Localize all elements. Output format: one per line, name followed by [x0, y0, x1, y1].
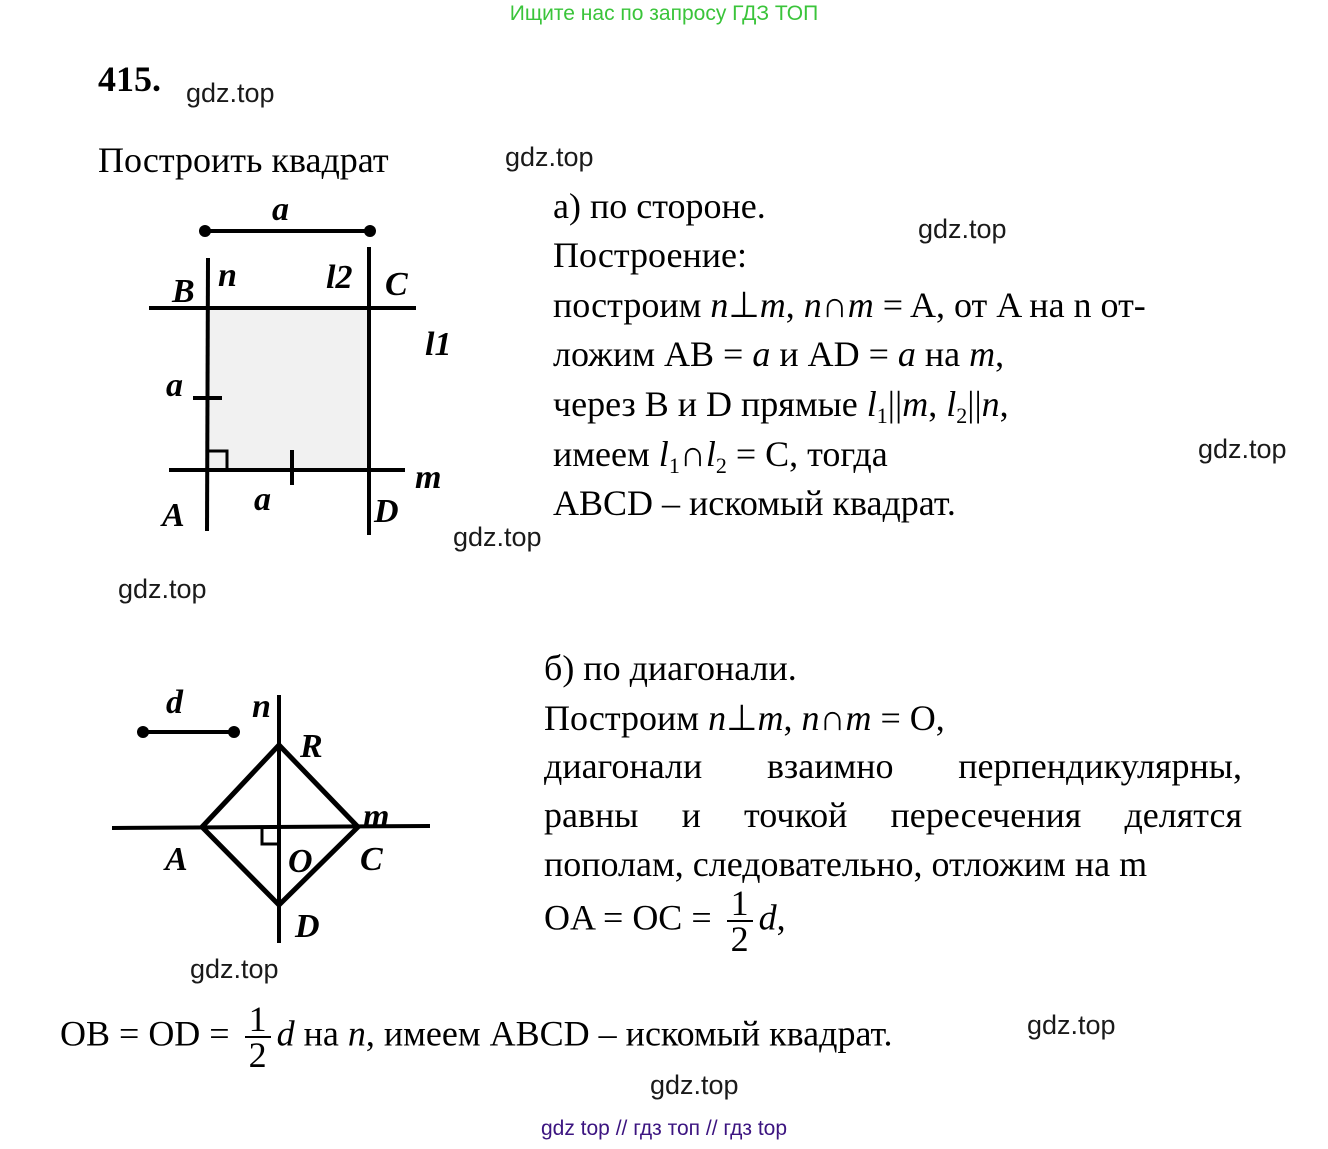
watermark: gdz.top — [650, 1070, 739, 1100]
text-segment: Построим — [544, 698, 709, 738]
label-D: D — [374, 493, 399, 530]
math-variable: l — [946, 384, 957, 424]
label-C: C — [385, 266, 408, 303]
problem-title: Построить квадрат — [98, 140, 389, 180]
math-variable: m — [847, 285, 874, 325]
text-segment: = O, — [871, 698, 945, 738]
math-variable: m — [759, 285, 786, 325]
text-segment: || — [887, 384, 903, 424]
text-segment: , имеем ABCD – искомый квадрат. — [365, 1013, 893, 1054]
watermark: gdz.top — [918, 214, 1007, 244]
text-segment: на — [915, 334, 970, 374]
label-B: R — [300, 728, 323, 765]
text-segment: б) по диагонали. — [544, 648, 797, 688]
label-A: A — [162, 497, 185, 534]
line-n — [207, 258, 208, 531]
text-segment: OA = OC = — [544, 897, 721, 938]
watermark: gdz.top — [505, 142, 594, 172]
denominator: 2 — [730, 919, 749, 959]
math-variable: l — [705, 434, 716, 474]
math-variable: m — [902, 384, 929, 424]
text-segment: построим — [553, 285, 711, 325]
watermark: gdz.top — [1198, 434, 1287, 464]
math-variable: n — [981, 384, 1000, 424]
math-variable: l — [866, 384, 877, 424]
point — [137, 726, 149, 738]
label-n: n — [218, 257, 237, 294]
text-segment: через B и D прямые — [553, 384, 867, 424]
math-variable: m — [969, 334, 996, 374]
text-segment: пополам, следовательно, отложим на m — [544, 844, 1148, 884]
math-variable: n — [710, 285, 729, 325]
label-m: m — [363, 798, 390, 835]
math-variable: l — [658, 434, 669, 474]
text-segment: , — [999, 384, 1009, 424]
point — [228, 726, 240, 738]
text-segment: ∩ — [821, 285, 848, 325]
text-segment: ∩ — [819, 698, 846, 738]
text-segment: = C, тогда — [726, 434, 888, 474]
text-segment: , — [928, 384, 947, 424]
label-a: a — [272, 191, 289, 228]
math-variable: m — [845, 698, 872, 738]
text-segment: ∩ — [679, 434, 706, 474]
search-banner[interactable]: Ищите нас по запросу ГДЗ ТОП — [509, 2, 819, 25]
label-a-left: a — [166, 367, 183, 404]
math-variable: d — [276, 1013, 295, 1054]
label-D: D — [295, 908, 320, 945]
footer-links[interactable]: gdz top // гдз топ // гдз top — [540, 1117, 788, 1140]
label-A: A — [165, 841, 188, 878]
watermark: gdz.top — [118, 574, 207, 604]
problem-number: 415. — [98, 59, 161, 99]
label-n: n — [252, 688, 271, 725]
text-segment: и AD = — [770, 334, 898, 374]
text-segment: = A, от A на n от- — [873, 285, 1146, 325]
text-segment: ⊥ — [728, 285, 760, 325]
label-m: m — [415, 459, 442, 496]
subscript: 2 — [715, 453, 727, 478]
math-variable: n — [708, 698, 727, 738]
math-variable: a — [897, 334, 916, 374]
math-variable: m — [757, 698, 784, 738]
text-segment: OB = OD = — [60, 1013, 239, 1054]
text-segment: равны и точкой пересечения делятся — [544, 795, 1242, 835]
text-segment: ABCD – искомый квадрат. — [553, 483, 956, 523]
label-d: d — [166, 684, 183, 721]
label-C: C — [360, 841, 383, 878]
text-segment: ложим AB = — [553, 334, 753, 374]
watermark: gdz.top — [1027, 1010, 1116, 1040]
right-angle-mark — [262, 827, 279, 844]
watermark: gdz.top — [190, 954, 279, 984]
text-segment: ⊥ — [726, 698, 758, 738]
label-l1: l1 — [425, 326, 452, 363]
label-B: B — [172, 273, 195, 310]
text-segment: , — [995, 334, 1005, 374]
label-a-bottom: a — [254, 481, 271, 518]
numerator: 1 — [245, 1002, 271, 1038]
text-segment: , — [783, 698, 802, 738]
text-segment: , — [776, 897, 786, 938]
denominator: 2 — [248, 1035, 267, 1075]
text-segment: диагонали взаимно перпендикулярны, — [544, 746, 1242, 786]
subscript: 2 — [956, 403, 968, 428]
math-variable: d — [758, 897, 777, 938]
subscript: 1 — [668, 453, 680, 478]
subscript: 1 — [876, 403, 888, 428]
square-fill — [208, 308, 369, 470]
point — [364, 225, 376, 237]
label-O: O — [288, 843, 313, 880]
math-variable: n — [347, 1013, 366, 1054]
text-segment: а) по стороне. — [553, 186, 766, 226]
text-segment: , — [785, 285, 804, 325]
label-l2: l2 — [326, 259, 353, 296]
text-segment: Построение: — [553, 235, 747, 275]
math-variable: n — [801, 698, 820, 738]
text-segment: имеем — [553, 434, 659, 474]
math-variable: n — [803, 285, 822, 325]
watermark: gdz.top — [453, 522, 542, 552]
numerator: 1 — [727, 886, 753, 922]
text-segment: на — [294, 1013, 348, 1054]
text-segment: || — [967, 384, 982, 424]
point — [199, 225, 211, 237]
figure-square-by-side — [149, 225, 416, 535]
watermark: gdz.top — [186, 78, 275, 108]
math-variable: a — [752, 334, 771, 374]
